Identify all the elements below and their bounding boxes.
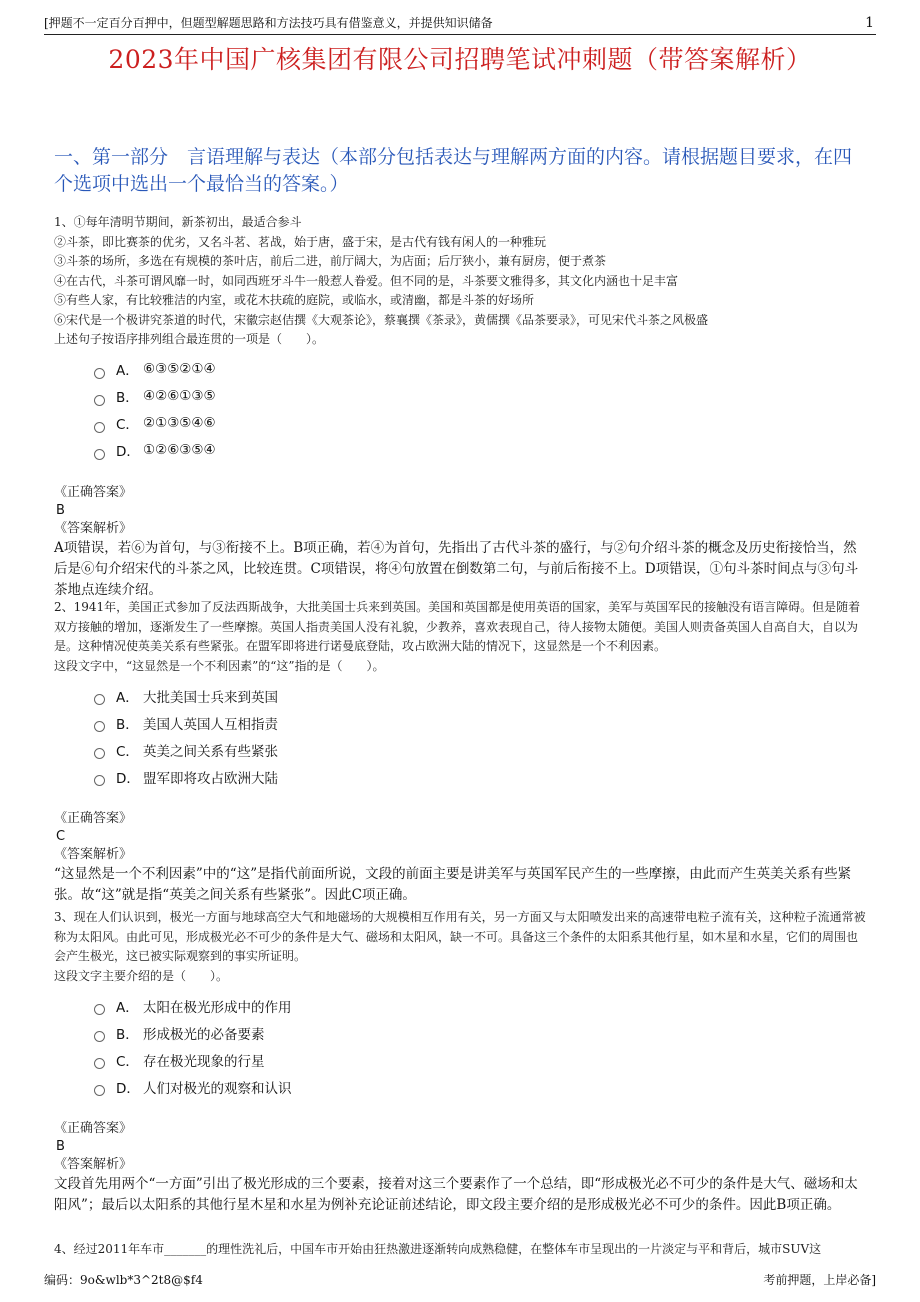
footer-code: 编码：9o&wlb*3^2t8@$f4 [44, 1273, 203, 1287]
answer-label: 《正确答案》 [54, 811, 133, 826]
question-4-stem: 4、经过2011年车市_______的理性洗礼后，中国车市开始由狂热激进逐渐转向成熟稳健，在整体车市呈现出的一片淡定与平和背后，城市SUV这 [54, 1242, 822, 1256]
option-letter: B． [116, 1026, 139, 1043]
page-footer [44, 1270, 876, 1290]
question-3-answer [54, 1120, 866, 1216]
page-header [44, 14, 876, 35]
option-text: 大批美国士兵来到英国 [143, 689, 278, 706]
explanation-label: 《答案解析》 [54, 520, 133, 536]
footer-slogan: 考前押题，上岸必备] [763, 1273, 876, 1287]
option-a[interactable] [94, 356, 866, 383]
option-text: 盟军即将攻占欧洲大陆 [143, 770, 278, 787]
question-1 [54, 213, 866, 601]
explanation-label: 《答案解析》 [54, 847, 133, 862]
stem-line: 这段文字主要介绍的是（ ）。 [54, 968, 229, 983]
answer-value: B [56, 1139, 65, 1154]
stem-paragraph: 3、现在人们认识到，极光一方面与地球高空大气和地磁场的大规模相互作用有关，另一方面又与太阳喷发出来的高速带电粒子流有关，这种粒子流通常被称为太阳风。由此可见，形成极光必不可少的条件是大气、磁场和太阳风，缺一不可。具备这三个条件的太阳系其他行星，如木星和水星，它们的周围也会产生极光，这已被实际观察到的事实所证明。 [54, 910, 866, 963]
option-text: 太阳在极光形成中的作用 [143, 999, 292, 1016]
answer-label: 《正确答案》 [54, 1121, 133, 1136]
radio-icon[interactable] [94, 1031, 105, 1042]
header-text: [押题不一定百分百押中，但题型解题思路和方法技巧具有借鉴意义，并提供知识储备 [44, 16, 493, 30]
option-text: 英美之间关系有些紧张 [143, 743, 278, 760]
answer-value: C [56, 829, 66, 844]
radio-icon[interactable] [94, 422, 105, 433]
option-text: 存在极光现象的行星 [143, 1053, 265, 1070]
stem-line: ②斗茶，即比赛茶的优劣，又名斗茗、茗战，始于唐，盛于宋，是古代有钱有闲人的一种雅玩 [54, 234, 547, 249]
option-text: 形成极光的必备要素 [143, 1026, 265, 1043]
option-letter: A． [116, 689, 139, 706]
stem-line: ⑤有些人家，有比较雅洁的内室，或花木扶疏的庭院，或临水，或清幽，都是斗茶的好场所 [54, 293, 535, 307]
option-letter: C． [116, 1053, 139, 1070]
answer-label: 《正确答案》 [54, 484, 133, 500]
question-2 [54, 598, 866, 906]
radio-icon[interactable] [94, 1004, 105, 1015]
option-letter: C． [116, 743, 139, 760]
option-letter: B． [116, 390, 139, 406]
radio-icon[interactable] [94, 395, 105, 406]
radio-icon[interactable] [94, 721, 105, 732]
radio-icon[interactable] [94, 449, 105, 460]
option-a[interactable] [94, 682, 866, 709]
stem-paragraph: 2、1941年，美国正式参加了反法西斯战争，大批美国士兵来到英国。美国和英国都是使用英语的国家，美军与英国军民的接触没有语言障碍。但是随着双方接触的增加，逐渐发生了一些摩擦。英国人指责美国人没有礼貌，少教养，喜欢表现自己，待人接物太随便。美国人则责备英国人自高自大，自以为是。这种情况使英美关系有些紧张。在盟军即将进行诺曼底登陆，攻占欧洲大陆的情况下，这显然是一个不利因素。 [54, 600, 861, 653]
stem-line: 这段文字中，“这显然是一个不利因素”的“这”指的是（ ）。 [54, 658, 385, 673]
option-c[interactable] [94, 1046, 866, 1073]
option-text: 美国人英国人互相指责 [143, 716, 278, 733]
explanation-label: 《答案解析》 [54, 1157, 133, 1172]
option-text: ①②⑥③⑤④ [143, 442, 216, 458]
option-b[interactable] [94, 383, 866, 410]
question-1-options [94, 356, 866, 464]
stem-line: ⑥宋代是一个极讲究茶道的时代，宋徽宗赵佶撰《大观茶论》，蔡襄撰《茶录》，黄儒撰《品茶要录》，可见宋代斗茶之风极盛 [54, 312, 709, 327]
document-title: 2023年中国广核集团有限公司招聘笔试冲刺题（带答案解析） [108, 45, 812, 74]
question-3-stem [54, 908, 866, 986]
radio-icon[interactable] [94, 775, 105, 786]
option-letter: D． [116, 770, 140, 787]
page-number: 1 [865, 15, 874, 31]
stem-line: ④在古代，斗茶可谓风靡一时，如同西班牙斗牛一般惹人眷爱。但不同的是，斗茶要文雅得多，其文化内涵也十足丰富 [54, 273, 679, 288]
option-b[interactable] [94, 709, 866, 736]
option-letter: B． [116, 716, 139, 733]
explanation-text: “这显然是一个不利因素”中的“这”是指代前面所说，文段的前面主要是讲美军与英国军民产生的一些摩擦，由此而产生英美关系有些紧张。故“这”就是指“英美之间关系有些紧张”。因此C项正确。 [54, 866, 852, 903]
option-letter: A． [116, 999, 139, 1016]
option-letter: C． [116, 417, 139, 433]
stem-line: 上述句子按语序排列组合最连贯的一项是（ ）。 [54, 332, 325, 346]
option-d[interactable] [94, 763, 866, 790]
question-2-options [94, 682, 866, 790]
option-letter: D． [116, 444, 140, 460]
answer-value: B [56, 502, 65, 518]
question-3 [54, 908, 866, 1216]
option-text: ②①③⑤④⑥ [143, 415, 216, 431]
option-c[interactable] [94, 410, 866, 437]
radio-icon[interactable] [94, 748, 105, 759]
question-3-options [94, 992, 866, 1100]
option-text: 人们对极光的观察和认识 [143, 1080, 292, 1097]
radio-icon[interactable] [94, 368, 105, 379]
stem-line: 1、①每年清明节期间，新茶初出，最适合参斗 [54, 215, 302, 229]
radio-icon[interactable] [94, 1085, 105, 1096]
explanation-text: 文段首先用两个“一方面”引出了极光形成的三个要素，接着对这三个要素作了一个总结，即“形成极光必不可少的条件是大气、磁场和太阳风”；最后以太阳系的其他行星木星和水星为例补充论证前述结论，即文段主要介绍的是形成极光必不可少的条件。因此B项正确。 [54, 1176, 858, 1213]
option-text: ⑥③⑤②①④ [143, 361, 216, 377]
radio-icon[interactable] [94, 1058, 105, 1069]
question-1-stem [54, 213, 866, 350]
explanation-text: A项错误，若⑥为首句，与③衔接不上。B项正确，若④为首句，先指出了古代斗茶的盛行，与②句介绍斗茶的概念及历史衔接恰当，然后是⑥句介绍宋代的斗茶之风，比较连贯。C项错误，将④句放置在倒数第二句，与前后衔接不上。D项错误，①句斗茶时间点与③句斗茶地点连续介绍。 [54, 539, 859, 598]
option-letter: D． [116, 1080, 140, 1097]
question-2-stem [54, 598, 866, 676]
option-a[interactable] [94, 992, 866, 1019]
option-c[interactable] [94, 736, 866, 763]
stem-line: ③斗茶的场所，多选在有规模的茶叶店，前后二进，前厅阔大，为店面；后厅狭小，兼有厨房，便于煮茶 [54, 254, 607, 268]
option-letter: A． [116, 363, 139, 379]
option-d[interactable] [94, 437, 866, 464]
section-heading: 一、第一部分 言语理解与表达（本部分包括表达与理解两方面的内容。请根据题目要求，在四个选项中选出一个最恰当的答案。） [54, 146, 853, 195]
option-text: ④②⑥①③⑤ [143, 388, 216, 404]
question-2-answer [54, 810, 866, 906]
radio-icon[interactable] [94, 694, 105, 705]
question-1-answer [54, 484, 866, 601]
option-b[interactable] [94, 1019, 866, 1046]
option-d[interactable] [94, 1073, 866, 1100]
